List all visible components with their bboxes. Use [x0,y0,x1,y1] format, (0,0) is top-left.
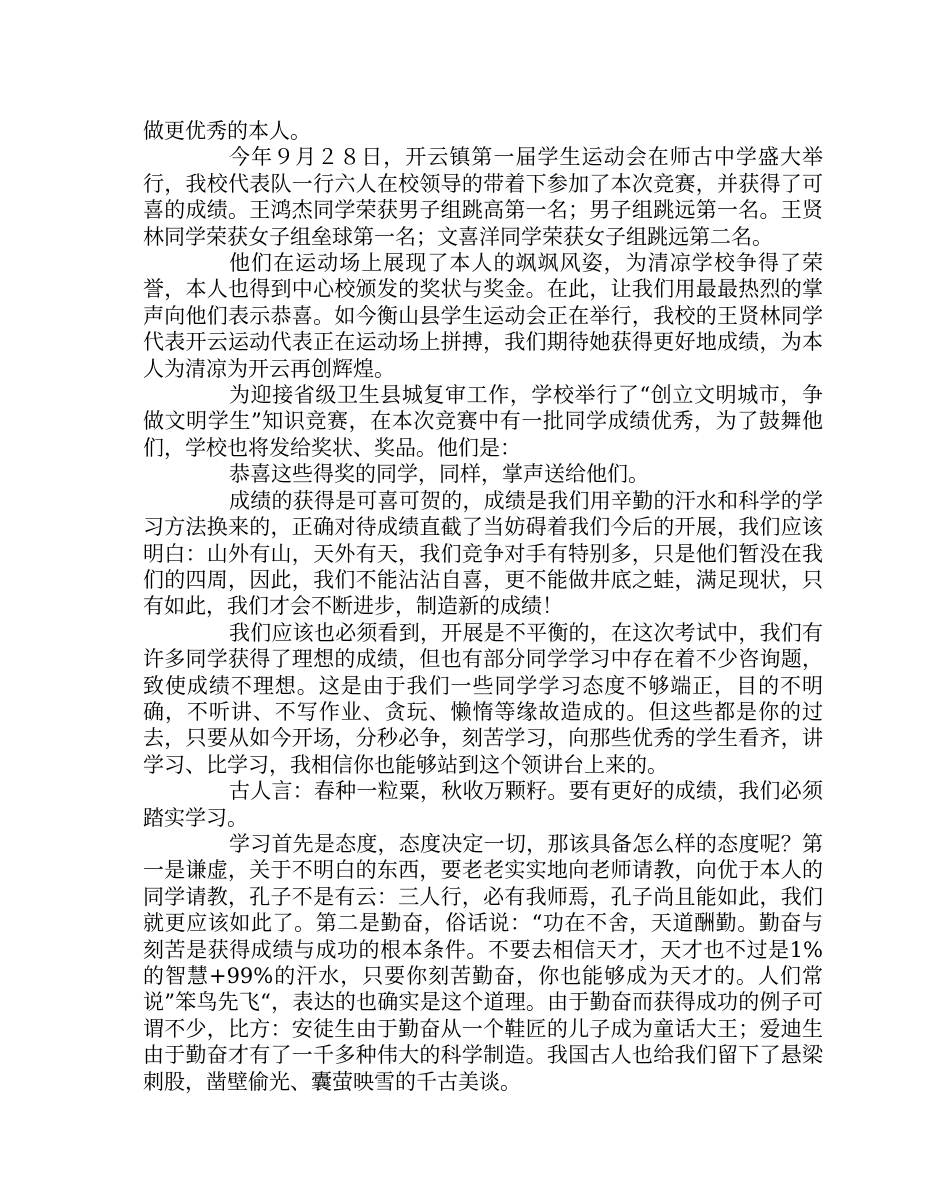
paragraph-7: 我们应该也必须看到，开展是不平衡的，在这次考试中，我们有许多同学获得了理想的成绩，但也有部分同学学习中存在着不少咨询题，致使成绩不理想。这是由于我们一些同学学习态度不够端正，目的不明确，不听讲、不写作业、贪玩、懒惰等缘故造成的。但这些都是你的过去，只要从如今开场，分秒必争，刻苦学习，向那些优秀的学生看齐，讲学习、比学习，我相信你也能够站到这个领讲台上来的。 [143,620,823,777]
paragraph-5: 恭喜这些得奖的同学，同样，掌声送给他们。 [229,462,649,487]
document-body [143,118,823,1095]
paragraph-3: 他们在运动场上展现了本人的飒飒风姿，为清凉学校争得了荣誉，本人也得到中心校颁发的奖状与奖金。在此，让我们用最最热烈的掌声向他们表示恭喜。如今衡山县学生运动会正在举行，我校的王贤林同学代表开云运动代表正在运动场上拼搏，我们期待她获得更好地成绩，为本人为清凉为开云再创辉煌。 [143,251,823,381]
paragraph-6: 成绩的获得是可喜可贺的，成绩是我们用辛勤的汗水和科学的学习方法换来的，正确对待成绩直截了当妨碍着我们今后的开展，我们应该明白：山外有山，天外有天，我们竞争对手有特别多，只是他们暂没在我们的四周，因此，我们不能沾沾自喜，更不能做井底之蛙，满足现状，只有如此，我们才会不断进步，制造新的成绩！ [143,488,823,619]
paragraph-8: 古人言：春种一粒粟，秋收万颗籽。要有更好的成绩，我们必须踏实学习。 [143,779,823,830]
paragraph-2: 今年９月２８日，开云镇第一届学生运动会在师古中学盛大举行，我校代表队一行六人在校领导的带着下参加了本次竞赛，并获得了可喜的成绩。王鸿杰同学荣获男子组跳高第一名；男子组跳远第一名。王贤林同学荣获女子组垒球第一名；文喜洋同学荣获女子组跳远第二名。 [143,145,823,249]
paragraph-9: 学习首先是态度，态度决定一切，那该具备怎么样的态度呢？第一是谦虚，关于不明白的东西，要老老实实地向老师请教，向优于本人的同学请教，孔子不是有云：三人行，必有我师焉，孔子尚且能如此，我们就更应该如此了。第二是勤奋，俗话说：“功在不舍，天道酬勤。勤奋与刻苦是获得成绩与成功的根本条件。不要去相信天才，天才也不过是1%的智慧+99%的汗水，只要你刻苦勤奋，你也能够成为天才的。人们常说”笨鸟先飞“，表达的也确实是这个道理。由于勤奋而获得成功的例子可谓不少，比方：安徒生由于勤奋从一个鞋匠的儿子成为童话大王；爱迪生由于勤奋才有了一千多种伟大的科学制造。我国古人也给我们留下了悬梁刺股，凿壁偷光、囊萤映雪的千古美谈。 [143,831,823,1094]
paragraph-1: 做更优秀的本人。 [143,119,311,143]
paragraph-4: 为迎接省级卫生县城复审工作，学校举行了“创立文明城市，争做文明学生”知识竞赛，在本次竞赛中有一批同学成绩优秀，为了鼓舞他们，学校也将发给奖状、奖品。他们是： [143,383,823,460]
